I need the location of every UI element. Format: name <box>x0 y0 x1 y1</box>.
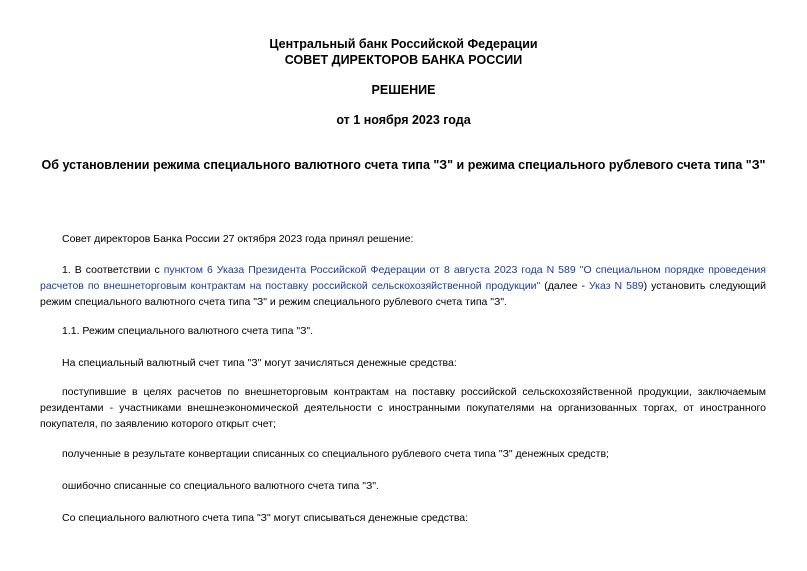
item-1-paragraph <box>40 262 766 310</box>
organization-name: Центральный банк Российской Федерации <box>269 37 538 51</box>
decree-589-link[interactable]: Указ N 589 <box>588 280 644 292</box>
decree-589-point-6-link[interactable]: пунктом 6 Указа Президента Российской Федерации от 8 августа 2023 года N 589 "О специальном порядке проведения расчетов по внешнеторговым контрактам на поставку российской сельскохозяйственной продукции" <box>40 264 766 292</box>
intro-paragraph: Совет директоров Банка России 27 октября 2023 года принял решение: <box>62 233 414 245</box>
credit-item-1-paragraph: поступившие в целях расчетов по внешнеторговым контрактам на поставку российской сельскохозяйственной продукции, заключаемым резидентами - участниками внешнеэкономической деятельности с иностранными покупателями на организованных торгах, от иностранного покупателя, по заявлению которого открыт счет; <box>40 386 766 430</box>
document-date: от 1 ноября 2023 года <box>336 113 471 127</box>
item-1-1-paragraph: 1.1. Режим специального валютного счета типа "З". <box>62 325 314 337</box>
item-1-prefix: 1. В соответствии с <box>62 264 164 276</box>
credit-item-3-paragraph: ошибочно списанные со специального валютного счета типа "З". <box>62 480 380 492</box>
credit-item-2-paragraph: полученные в результате конвертации списанных со специального рублевого счета типа "З" денежных средств; <box>62 448 609 460</box>
document-type: РЕШЕНИЕ <box>371 83 436 97</box>
document-title: Об установлении режима специального валютного счета типа "З" и режима специального рублевого счета типа "З" <box>41 158 766 172</box>
credit-intro-paragraph: На специальный валютный счет типа "З" могут зачисляться денежные средства: <box>62 357 457 369</box>
item-1-suffix: ) установить следующий режим специального валютного счета типа "З" и режим специального рублевого счета типа "З". <box>40 280 766 308</box>
council-name: СОВЕТ ДИРЕКТОРОВ БАНКА РОССИИ <box>284 53 523 67</box>
item-1-middle: (далее - <box>540 280 589 292</box>
debit-intro-paragraph: Со специального валютного счета типа "З" могут списываться денежные средства: <box>62 512 469 524</box>
